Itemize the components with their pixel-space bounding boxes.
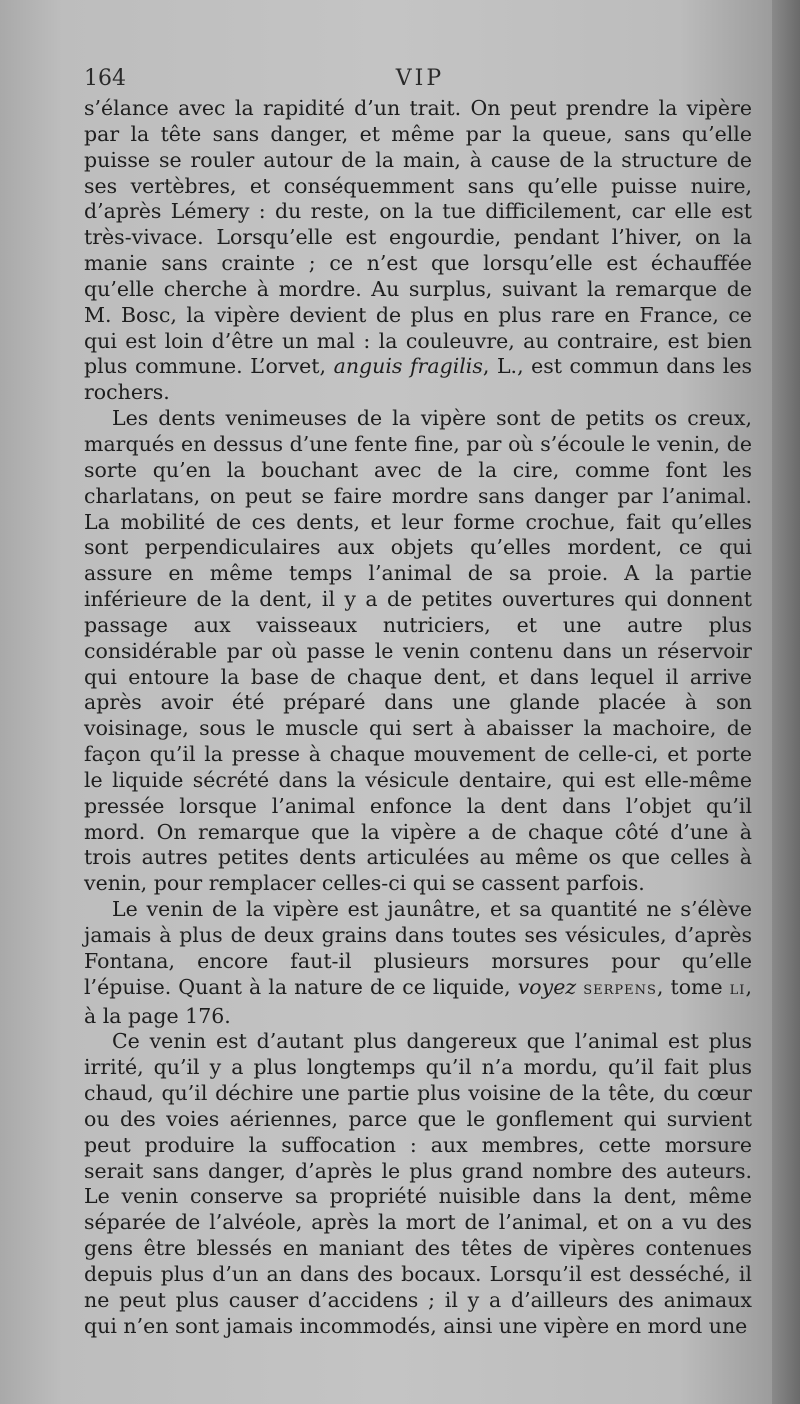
paragraph <box>84 897 752 1029</box>
text-run: Les dents venimeuses de la vipère sont de petits os creux, marqués en dessus d’une fente fine, par où s’écoule le venin, de sorte qu’en la bouchant avec de la cire, comme font les charlatans, on peut se faire mordre sans danger par l’animal. La mobilité de ces dents, et leur forme crochue, fait qu’elles sont perpendiculaires aux objets qu’elles mordent, ce qui assure en même temps l’animal de sa proie. A la partie inférieure de la dent, il y a de petites ouvertures qui donnent passage aux vaisseaux nutriciers, et une autre plus considérable par où passe le venin contenu dans un réservoir qui entoure la base de chaque dent, et dans lequel il arrive après avoir été préparé dans une glande placée à son voisinage, sous le muscle qui sert à abaisser la machoire, de façon qu’il la presse à chaque mouvement de celle-ci, et porte le liquide sécrété dans la vésicule dentaire, qui est elle-même pressée lorsque l’animal enfonce la dent dans l’objet qu’il mord. On remarque que la vipère a de chaque côté d’une à trois autres petites dents articulées au même os que celles à venin, pour remplacer celles-ci qui se cassent parfois. <box>84 406 752 896</box>
paragraph <box>84 406 752 897</box>
text-run: , tome <box>656 974 730 999</box>
italic-text: anguis fragilis <box>333 354 483 379</box>
paragraph <box>84 96 752 406</box>
text-run: Ce venin est d’autant plus dangereux que l’animal est plus irrité, qu’il y a plus longtemps qu’il n’a mordu, qu’il fait plus chaud, qu’il déchire une partie plus voisine de la tête, du cœur ou des voies aériennes, parce que le gonflement qui survient peut produire la suffocation : aux membres, cette morsure serait sans danger, d’après le plus grand nombre des auteurs. Le venin conserve sa propriété nuisible dans la dent, même séparée de l’alvéole, après la mort de l’animal, et on a vu des gens être blessés en maniant des têtes de vipères contenues depuis plus d’un an dans des bocaux. Lorsqu’il est desséché, il ne peut plus causer d’accidens ; il y a d’ailleurs des animaux qui n’en sont jamais incommodés, ainsi une vipère en mord une <box>84 1029 752 1338</box>
text-run: Le venin de la vipère est jaunâtre, et sa quantité ne s’élève jamais à plus de deux grains dans toutes ses vésicules, d’après Fontana, encore faut-il plusieurs morsures pour qu’elle l’épuise. Quant à la nature de ce liquide, <box>84 897 752 999</box>
paragraph <box>84 1029 752 1339</box>
small-caps-text: LI <box>729 982 746 998</box>
book-gutter-edge <box>772 0 800 1404</box>
small-caps-text: SERPENS <box>583 982 657 998</box>
body-text <box>84 96 752 1340</box>
text-run: s’élance avec la rapidité d’un trait. On peut prendre la vipère par la tête sans danger, et même par la queue, sans qu’elle puisse se rouler autour de la main, à cause de la structure de ses vertèbres, et conséquemment sans qu’elle puisse nuire, d’après Lémery : du reste, on la tue difficilement, car elle est très-vivace. Lorsqu’elle est engourdie, pendant l’hiver, on la manie sans crainte ; ce n’est que lorsqu’elle est échauffée qu’elle cherche à mordre. Au surplus, suivant la remarque de M. Bosc, la vipère devient de plus en plus rare en France, ce qui est loin d’être un mal : la couleuvre, au contraire, est bien plus commune. L’orvet, <box>84 96 752 379</box>
text-run: , à la page 176. <box>84 974 752 1028</box>
italic-text: voyez <box>517 974 577 999</box>
running-title: VIP <box>395 66 445 91</box>
page-header <box>84 66 756 96</box>
page-number: 164 <box>84 66 126 91</box>
text-run: , L., est commun dans les rochers. <box>84 354 753 405</box>
